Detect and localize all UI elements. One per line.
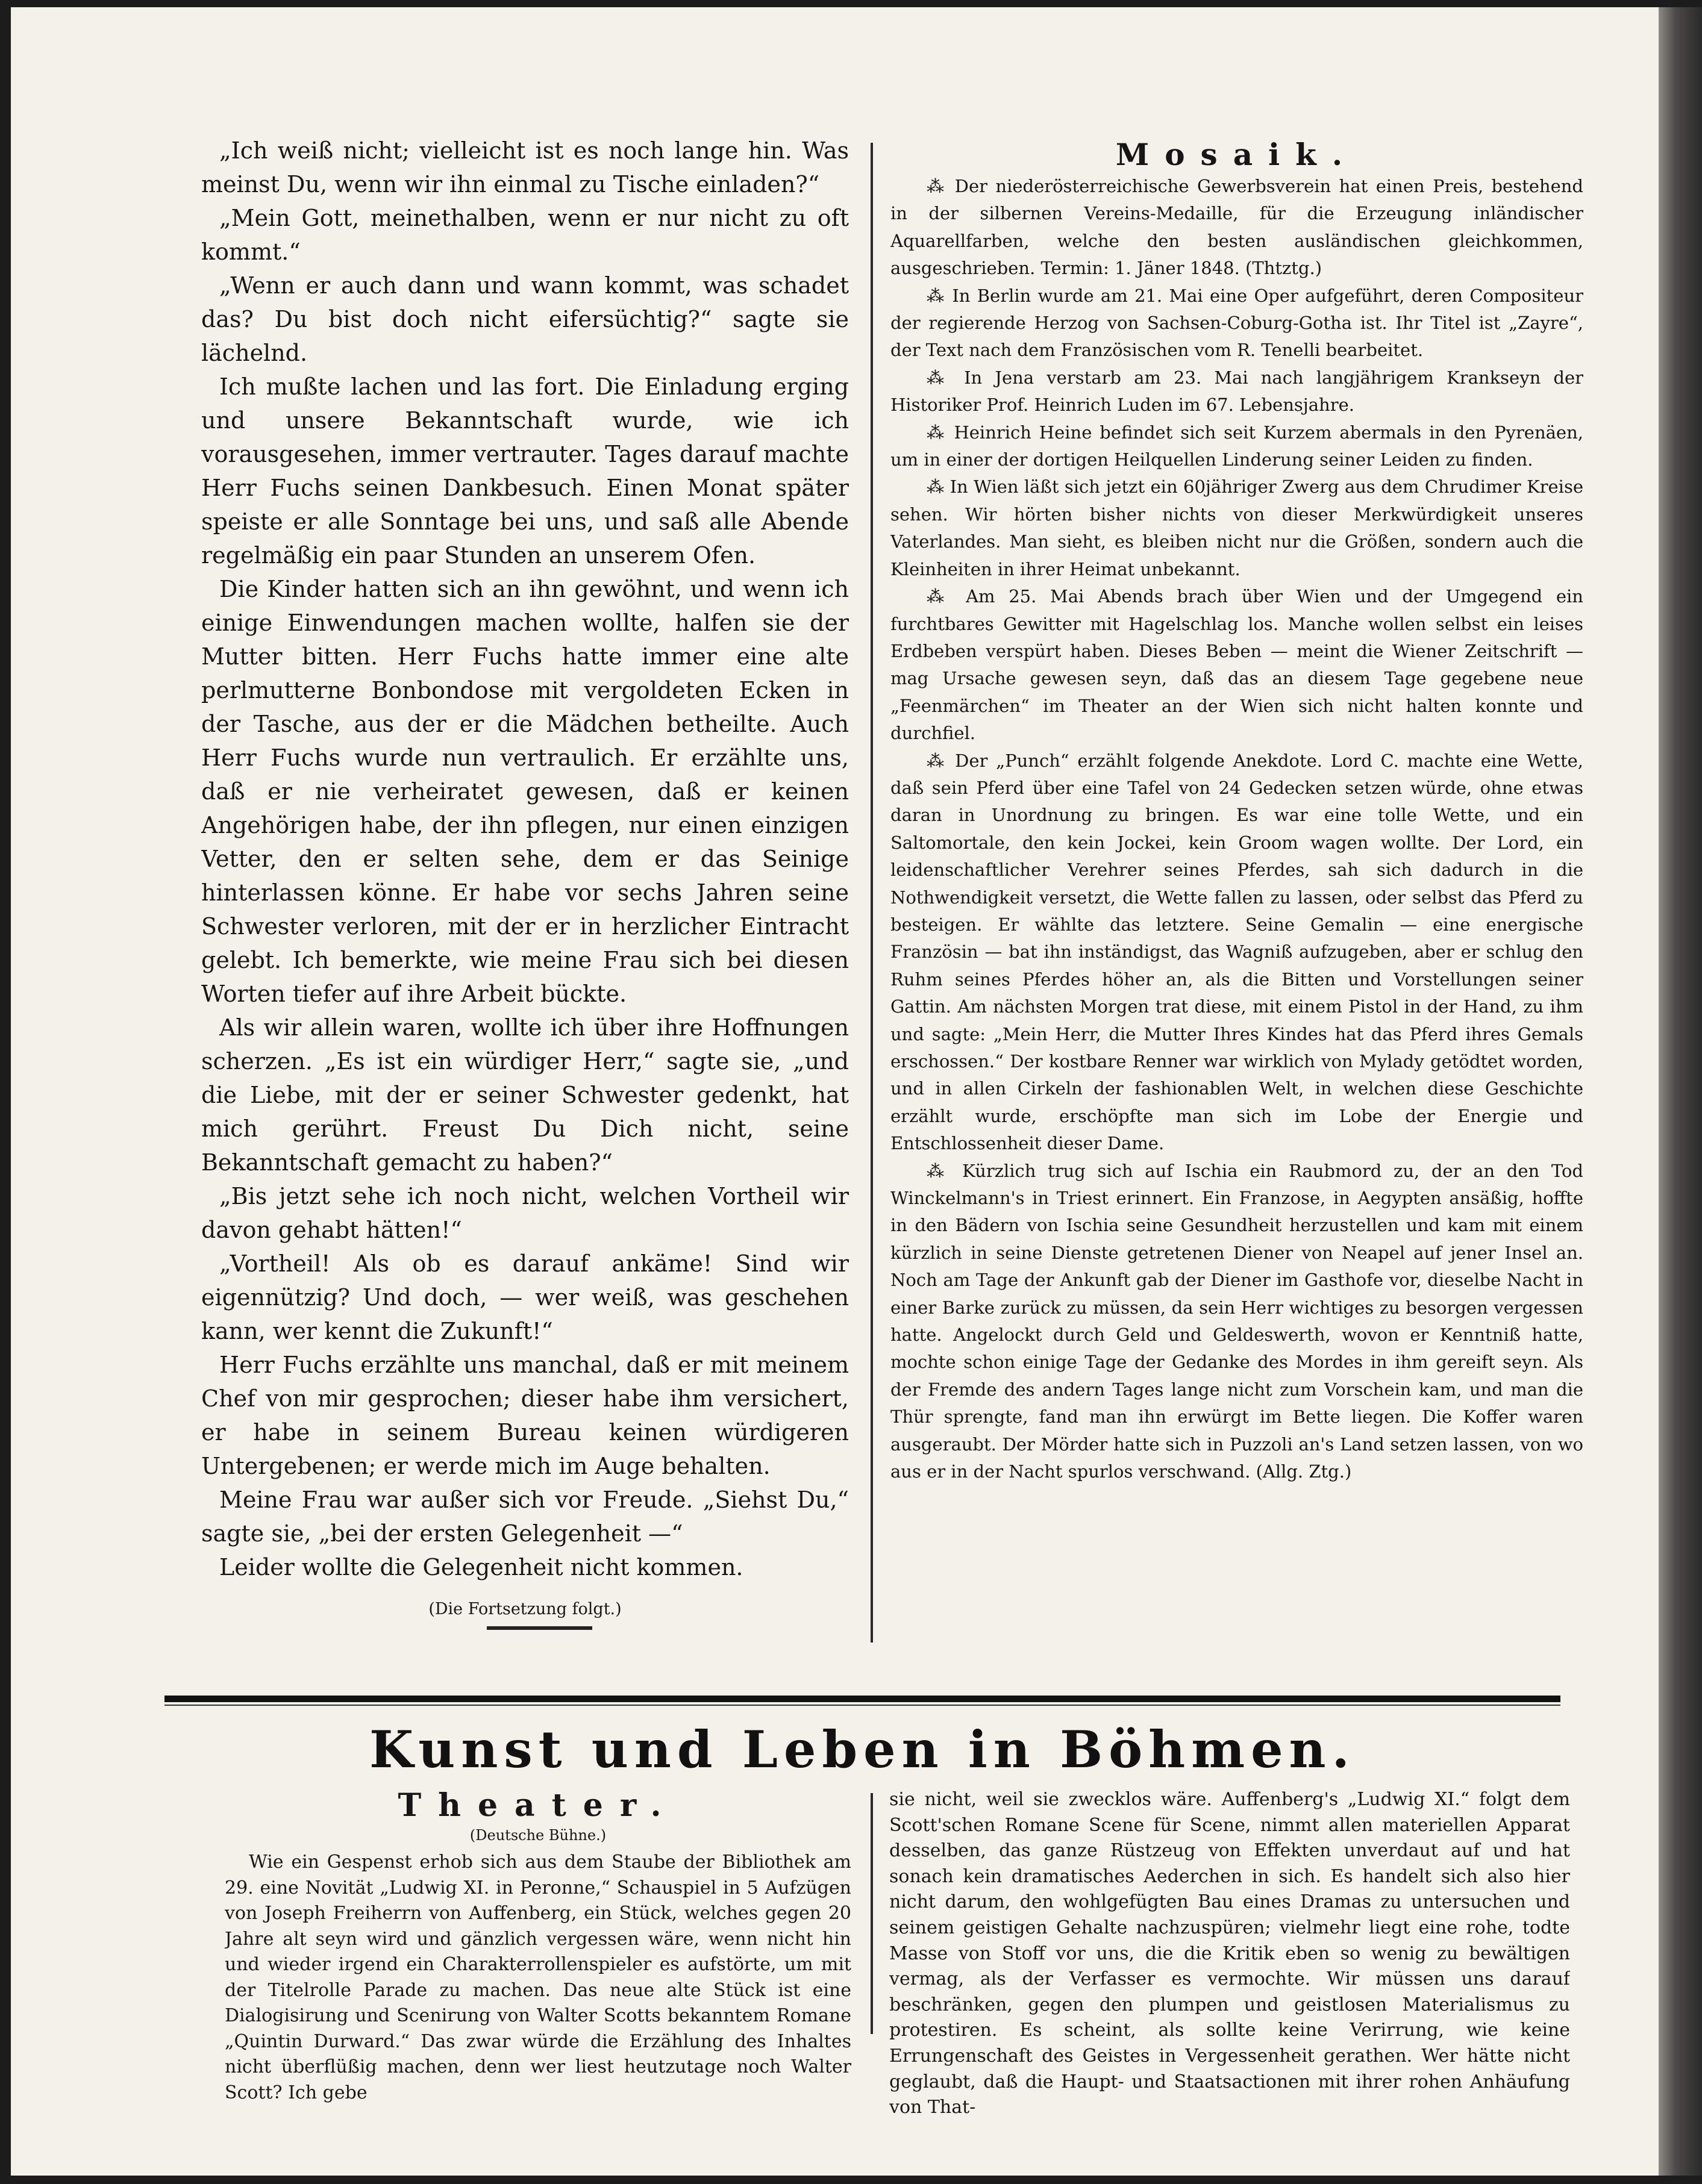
continuation-note: (Die Fortsetzung folgt.) bbox=[428, 1600, 622, 1618]
story-paragraph: „Wenn er auch dann und wann kommt, was schadet das? Du bist doch nicht eifersüchtig?“ sagte sie lächelnd. bbox=[201, 272, 849, 366]
news-item: ⁂ Kürzlich trug sich auf Ischia ein Raubmord zu, der an den Tod Winckelmann's in Triest erinnert. Ein Franzose, in Aegypten ansäßig, hoffte in den Bädern von Ischia seine Gesundheit herzustellen und kam mit einem kürzlich in seine Dienste getretenen Diener von Neapel auf jener Insel an. Noch am Tage der Ankunft gab der Diener im Gasthofe vor, dieselbe Nacht in einer Barke zurück zu müssen, da sein Herr wichtiges zu besorgen vergessen hatte. Angelockt durch Geld und Geldeswerth, wovon er Kenntniß hatte, mochte schon einige Tage der Gedanke des Mordes in ihm gereift seyn. Als der Fremde des andern Tages lange nicht zum Vorschein kam, und man die Thür sprengte, fand man ihn erwürgt im Bette liegen. Die Koffer waren ausgeraubt. Der Mörder hatte sich in Puzzoli an's Land setzen lassen, von wo aus er in der Nacht spurlos verschwand. (Allg. Ztg.) bbox=[890, 1160, 1583, 1482]
section-rule bbox=[164, 1696, 1560, 1702]
theater-subheading: (Deutsche Bühne.) bbox=[469, 1827, 607, 1844]
story-paragraph: „Bis jetzt sehe ich noch nicht, welchen Vortheil wir davon gehabt hätten!“ bbox=[201, 1183, 849, 1243]
news-item: ⁂ Der niederösterreichische Gewerbsverein hat einen Preis, bestehend in der silbernen Vereins-Medaille, für die Erzeugung inländischer Aquarellfarben, welche den besten ausländischen gleichkommen, ausgeschrieben. Termin: 1. Jäner 1848. (Thtztg.) bbox=[890, 176, 1583, 279]
news-item: ⁂ In Jena verstarb am 23. Mai nach langjährigem Krankseyn der Historiker Prof. Heinrich Luden im 67. Lebensjahre. bbox=[890, 367, 1583, 416]
story-paragraph: „Mein Gott, meinethalben, wenn er nur nicht zu oft kommt.“ bbox=[201, 205, 849, 265]
section-rule-thin bbox=[164, 1705, 1560, 1706]
theater-column bbox=[225, 1787, 851, 2106]
newspaper-page bbox=[11, 7, 1659, 2176]
story-paragraph: „Ich weiß nicht; vielleicht ist es noch lange hin. Was meinst Du, wenn wir ihn einmal zu Tische einladen?“ bbox=[201, 137, 849, 198]
news-item: ⁂ Der „Punch“ erzählt folgende Anekdote. Lord C. machte eine Wette, daß sein Pferd über eine Tafel von 24 Gedecken setzen würde, ohne etwas daran in Unordnung zu bringen. Es war eine tolle Wette, und ein Saltomortale, den kein Jockei, kein Groom wagen wollte. Der Lord, ein leidenschaftlicher Verehrer seines Pferdes, sah sich dadurch in die Nothwendigkeit versetzt, die Wette fallen zu lassen, oder selbst das Pferd zu besteigen. Er wählte das letztere. Seine Gemalin — eine energische Französin — bat ihn inständigst, das Wagniß aufzugeben, aber er schlug den Ruhm seines Pferdes höher an, als die Bitten und Vorstellungen seiner Gattin. Am nächsten Morgen trat diese, mit einem Pistol in der Hand, zu ihm und sagte: „Mein Herr, die Mutter Ihres Kindes hat das Pferd ihres Gemals erschossen.“ Der kostbare Renner war wirklich von Mylady getödtet worden, und in allen Cirkeln der fashionablen Welt, in welchen diese Geschichte erzählt wurde, erschöpfte man sich im Lobe der Energie und Entschlossenheit dieser Dame. bbox=[890, 750, 1583, 1154]
section-title: Kunst und Leben in Böhmen. bbox=[369, 1720, 1356, 1779]
news-item: ⁂ In Berlin wurde am 21. Mai eine Oper aufgeführt, deren Compositeur der regierende Herzog von Sachsen-Coburg-Gotha ist. Ihr Titel ist „Zayre“, der Text nach dem Französischen vom R. Tenelli bearbeitet. bbox=[890, 285, 1583, 361]
story-paragraph: Die Kinder hatten sich an ihn gewöhnt, und wenn ich einige Einwendungen machen wollte, halfen sie der Mutter bitten. Herr Fuchs hatte immer eine alte perlmutterne Bonbondose mit vergoldeten Ecken in der Tasche, aus der er die Mädchen betheilte. Auch Herr Fuchs wurde nun vertraulich. Er erzählte uns, daß er nie verheiratet gewesen, daß er keinen Angehörigen habe, der ihn pflegen, nur einen einzigen Vetter, den er selten sehe, dem er das Seinige hinterlassen könne. Er habe vor sechs Jahren seine Schwester verloren, mit der er in herzlicher Eintracht gelebt. Ich bemerkte, wie meine Frau sich bei diesen Worten tiefer auf ihre Arbeit bückte. bbox=[201, 576, 849, 1007]
story-paragraph: Als wir allein waren, wollte ich über ihre Hoffnungen scherzen. „Es ist ein würdiger Herr,“ sagte sie, „und die Liebe, mit der er seiner Schwester gedenkt, hat mich gerührt. Freust Du Dich nicht, seine Bekanntschaft gemacht zu haben?“ bbox=[201, 1014, 849, 1176]
news-item: ⁂ Heinrich Heine befindet sich seit Kurzem abermals in den Pyrenäen, um in einer der dortigen Heilquellen Linderung seiner Leiden zu finden. bbox=[890, 422, 1583, 470]
news-item: ⁂ In Wien läßt sich jetzt ein 60jähriger Zwerg aus dem Chrudimer Kreise sehen. Wir hörten bisher nichts von dieser Merkwürdigkeit unseres Vaterlandes. Man sieht, es bleiben nicht nur die Größen, sondern auch die Kleinheiten in ihrer Heimat unbekannt. bbox=[890, 476, 1583, 579]
story-paragraph: „Vortheil! Als ob es darauf ankäme! Sind wir eigennützig? Und doch, — wer weiß, was geschehen kann, wer kennt die Zukunft!“ bbox=[201, 1250, 849, 1344]
story-paragraph: Leider wollte die Gelegenheit nicht kommen. bbox=[219, 1554, 743, 1580]
mosaik-column bbox=[890, 137, 1583, 1486]
page-edge bbox=[1659, 7, 1702, 2176]
bottom-column-divider bbox=[871, 1793, 873, 2034]
theater-paragraph: Wie ein Gespenst erhob sich aus dem Staube der Bibliothek am 29. eine Novität „Ludwig XI. in Peronne,“ Schauspiel in 5 Aufzügen von Joseph Freiherrn von Auffenberg, ein Stück, welches gegen 20 Jahre alt seyn wird und gänzlich vergessen wäre, wenn nicht hin und wieder irgend ein Charakterrollenspieler es aufstörte, um mit der Titelrolle Parade zu machen. Das neue alte Stück ist eine Dialogisirung und Scenirung von Walter Scotts bekanntem Romane „Quintin Durward.“ Das zwar würde die Erzählung des Inhaltes nicht überflüßig machen, denn wer liest heutzutage noch Walter Scott? Ich gebe bbox=[225, 1852, 851, 2103]
theater-heading: Theater. bbox=[398, 1787, 678, 1824]
story-paragraph: Ich mußte lachen und las fort. Die Einladung erging und unsere Bekanntschaft wurde, wie ich vorausgesehen, immer vertrauter. Tages darauf machte Herr Fuchs seinen Dankbesuch. Einen Monat später speiste er alle Sonntage bei uns, und saß alle Abende regelmäßig ein paar Stunden an unserem Ofen. bbox=[201, 373, 849, 569]
story-paragraph: Herr Fuchs erzählte uns manchal, daß er mit meinem Chef von mir gesprochen; dieser habe ihm versichert, er habe in seinem Bureau keinen würdigeren Untergebenen; er werde mich im Auge behalten. bbox=[201, 1352, 849, 1479]
column-divider bbox=[871, 143, 873, 1643]
theater-paragraph-continued: sie nicht, weil sie zwecklos wäre. Auffenberg's „Ludwig XI.“ folgt dem Scott'schen Romane Scene für Scene, nimmt allen materiellen Apparat desselben, das ganze Rüstzeug von Effekten unverdaut auf und hat sonach kein dramatisches Aederchen in sich. Es handelt sich also hier nicht darum, den wohlgefügten Bau eines Dramas zu untersuchen und seinem geistigen Gehalte nachzuspüren; vielmehr liegt eine rohe, todte Masse von Stoff vor uns, die die Kritik eben so wenig zu bewältigen vermag, als der Verfasser es vermochte. Wir müssen uns darauf beschränken, gegen den plumpen und geistlosen Materialismus zu protestiren. Es scheint, als sollte keine Verirrung, wie keine Errungenschaft des Geistes in Vergessenheit gerathen. Wer hätte nicht geglaubt, daß die Haupt- und Staatsactionen mit ihrer rohen Anhäufung von That- bbox=[889, 1789, 1570, 2118]
news-item: ⁂ Am 25. Mai Abends brach über Wien und der Umgegend ein furchtbares Gewitter mit Hagelschlag los. Manche wollen selbst ein leises Erdbeben verspürt haben. Dieses Beben — meint die Wiener Zeitschrift — mag Ursache gewesen seyn, daß das an diesem Tage gegebene neue „Feenmärchen“ im Theater an der Wien sich nicht halten konnte und durchfiel. bbox=[890, 586, 1583, 744]
end-rule bbox=[487, 1626, 592, 1630]
left-story-column bbox=[201, 134, 849, 1626]
story-paragraph: Meine Frau war außer sich vor Freude. „Siehst Du,“ sagte sie, „bei der ersten Gelegenheit —“ bbox=[201, 1487, 849, 1547]
mosaik-heading: Mosaik. bbox=[1115, 137, 1359, 172]
theater-continuation-column bbox=[889, 1787, 1570, 2121]
